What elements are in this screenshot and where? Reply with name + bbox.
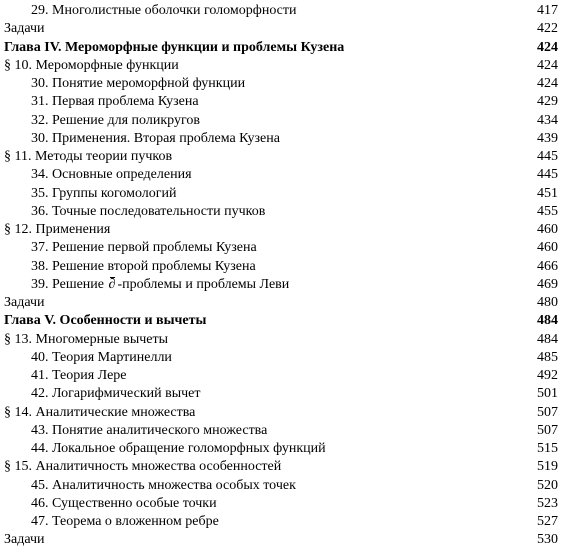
toc-entry-page: 485 xyxy=(537,349,558,365)
toc-entry-page: 484 xyxy=(537,313,558,329)
toc-section-entry xyxy=(4,57,558,75)
toc-entry xyxy=(4,349,558,367)
toc-entry-title: Глава V. Особенности и вычеты xyxy=(4,313,207,329)
toc-entry xyxy=(4,422,558,440)
toc-entry-title: 35. Группы когомологий xyxy=(31,185,177,201)
toc-entry-page: 519 xyxy=(537,459,558,475)
toc-section-entry xyxy=(4,148,558,166)
toc-entry xyxy=(4,2,558,20)
toc-entry-title: 45. Аналитичность множества особых точек xyxy=(31,477,296,493)
toc-entry-page: 460 xyxy=(537,222,558,237)
toc-entry-title: Задачи xyxy=(4,532,45,548)
toc-entry-page: 484 xyxy=(537,331,558,347)
toc-entry xyxy=(4,276,558,294)
toc-entry-title: Задачи xyxy=(4,21,45,37)
toc-entry-page: 480 xyxy=(537,295,558,310)
toc-entry xyxy=(4,203,558,221)
toc-entry-page: 460 xyxy=(537,240,558,256)
toc-entry xyxy=(4,385,558,403)
toc-entry-title: 34. Основные определения xyxy=(31,167,192,183)
toc-entry-title: § 14. Аналитические множества xyxy=(4,404,196,420)
toc-entry xyxy=(4,239,558,257)
toc-entry-title: 42. Логарифмический вычет xyxy=(31,386,201,402)
toc-entry xyxy=(4,166,558,184)
toc-entry-title-after: -проблемы и проблемы Леви xyxy=(117,276,290,292)
toc-entry xyxy=(4,294,558,312)
toc-entry xyxy=(4,258,558,276)
toc-entry-page: 451 xyxy=(537,185,558,201)
toc-entry-title-before: 39. Решение xyxy=(31,276,105,292)
toc-entry-title: 38. Решение второй проблемы Кузена xyxy=(31,258,256,274)
toc-entry-page: 466 xyxy=(537,258,558,274)
toc-entry-title: 47. Теорема о вложенном ребре xyxy=(31,514,219,529)
toc-entry xyxy=(4,75,558,93)
toc-entry xyxy=(4,93,558,111)
toc-entry-page: 422 xyxy=(537,21,558,37)
toc-entry-title: 43. Понятие аналитического множества xyxy=(31,422,268,438)
toc-entry-title: 40. Теория Мартинелли xyxy=(31,349,172,365)
toc-entry-title: 32. Решение для поликругов xyxy=(31,112,200,128)
toc-entry xyxy=(4,495,558,513)
toc-entry-page: 429 xyxy=(537,94,558,110)
toc-entry-page: 527 xyxy=(537,514,558,529)
toc-entry-title: 31. Первая проблема Кузена xyxy=(31,94,199,110)
toc-entry-page: 455 xyxy=(537,203,558,219)
toc-entry-page: 424 xyxy=(537,57,558,73)
toc-entry-title: § 10. Мероморфные функции xyxy=(4,57,179,73)
toc-entry-title: § 12. Применения xyxy=(4,222,111,237)
d-bar-symbol: ∂ xyxy=(109,276,116,294)
toc-section-entry xyxy=(4,331,558,349)
toc-entry-page: 434 xyxy=(537,112,558,128)
toc-entry-title: 30. Понятие мероморфной функции xyxy=(31,76,246,91)
toc-entry-title: 41. Теория Лере xyxy=(31,368,127,383)
toc-entry xyxy=(4,440,558,458)
toc-entry-title: 37. Решение первой проблемы Кузена xyxy=(31,240,257,256)
toc-entry-page: 492 xyxy=(537,368,558,383)
toc-entry-page: 469 xyxy=(537,276,558,292)
toc-entry-title: 29. Многолистные оболочки голоморфности xyxy=(31,3,297,18)
toc-section-entry xyxy=(4,221,558,239)
toc-entry-page: 439 xyxy=(537,130,558,146)
toc-entry-title: 36. Точные последовательности пучков xyxy=(31,203,266,219)
toc-entry xyxy=(4,477,558,495)
toc-entry-title: § 13. Многомерные вычеты xyxy=(4,331,169,347)
toc-section-entry xyxy=(4,458,558,476)
toc-entry xyxy=(4,112,558,130)
toc-entry-page: 530 xyxy=(537,532,558,548)
toc-entry-page: 424 xyxy=(537,76,558,91)
toc-entry-page: 507 xyxy=(537,422,558,438)
toc-entry-page: 445 xyxy=(537,167,558,183)
toc-section-entry xyxy=(4,404,558,422)
toc-entry-title: 46. Существенно особые точки xyxy=(31,495,217,511)
toc-entry-page: 520 xyxy=(537,477,558,493)
toc-entry-title: 44. Локальное обращение голоморфных функций xyxy=(31,441,326,456)
toc-entry-title: § 11. Методы теории пучков xyxy=(4,149,173,164)
toc-entry-page: 424 xyxy=(537,39,558,55)
toc-entry-page: 507 xyxy=(537,404,558,420)
toc-entry xyxy=(4,185,558,203)
toc-entry-page: 501 xyxy=(537,386,558,402)
toc-entry-page: 515 xyxy=(537,441,558,456)
toc-entry xyxy=(4,531,558,549)
toc-chapter-heading xyxy=(4,312,558,330)
toc-entry-page: 523 xyxy=(537,495,558,511)
table-of-contents xyxy=(4,2,558,550)
toc-entry-title xyxy=(4,277,289,292)
toc-entry xyxy=(4,130,558,148)
toc-chapter-heading xyxy=(4,39,558,57)
toc-entry-title: § 15. Аналитичность множества особенностей xyxy=(4,459,282,475)
toc-entry xyxy=(4,20,558,38)
toc-entry-page: 445 xyxy=(537,149,558,164)
toc-entry-title: Глава IV. Мероморфные функции и проблемы Кузена xyxy=(4,39,345,55)
toc-entry-title: 30. Применения. Вторая проблема Кузена xyxy=(31,130,280,146)
toc-entry-title: Задачи xyxy=(4,295,45,310)
toc-entry-page: 417 xyxy=(537,3,558,18)
toc-entry xyxy=(4,367,558,385)
toc-entry xyxy=(4,513,558,531)
